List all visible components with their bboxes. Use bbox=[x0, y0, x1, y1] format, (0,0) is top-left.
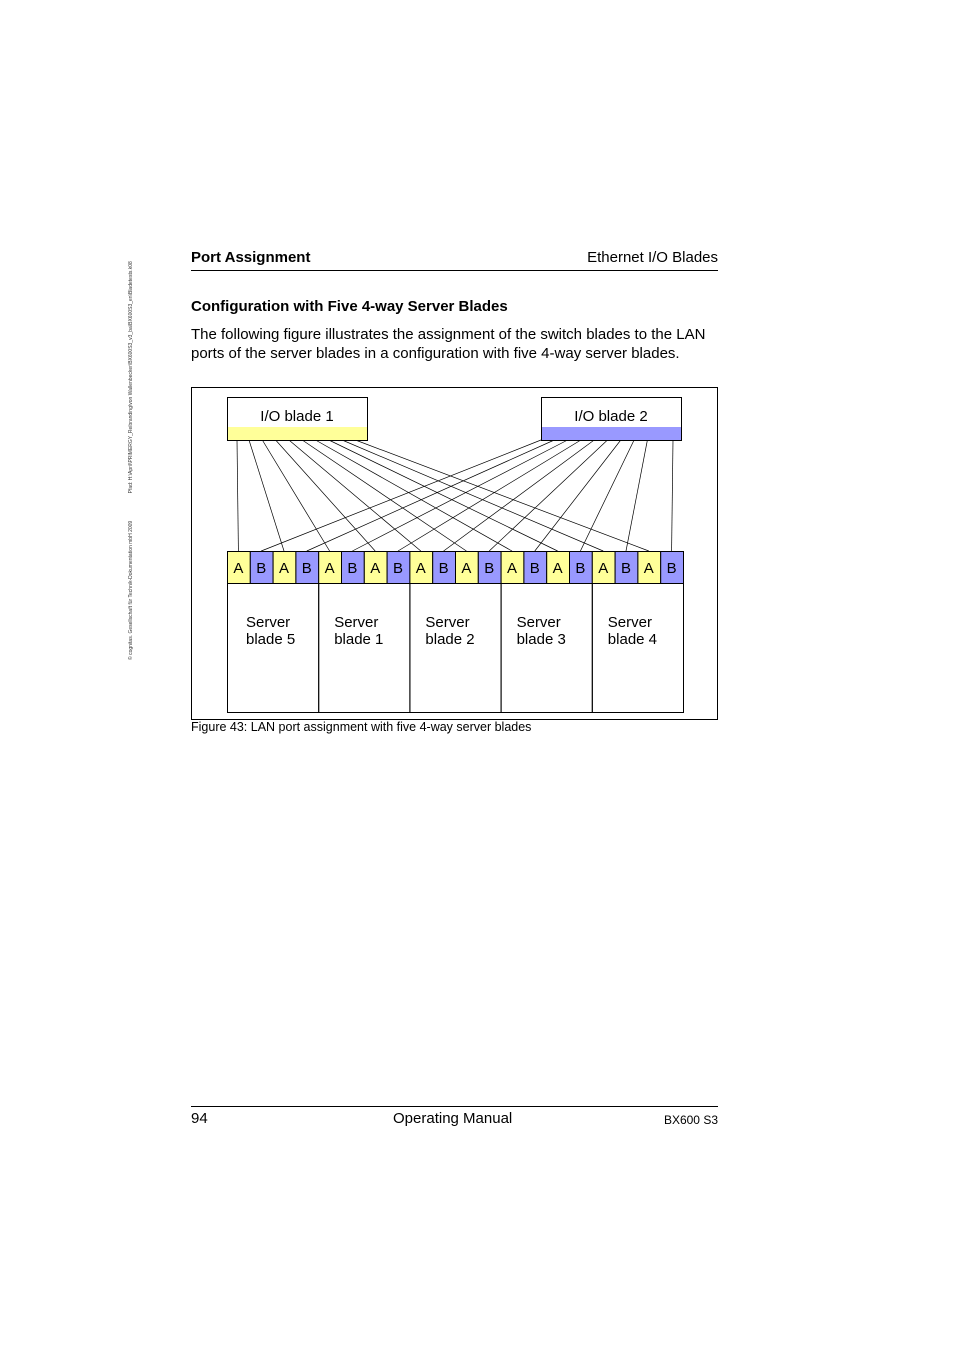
port-label: B bbox=[484, 560, 495, 577]
server-blade-label-line1: Server bbox=[607, 614, 652, 631]
port-label: B bbox=[256, 560, 267, 577]
port-label: A bbox=[461, 560, 472, 577]
product-name: BX600 S3 bbox=[663, 1113, 718, 1127]
link-io1-port-a bbox=[276, 440, 376, 551]
link-io1-port-a bbox=[355, 440, 648, 551]
link-io2-port-b bbox=[444, 440, 595, 551]
connection-lines bbox=[237, 440, 673, 551]
link-io2-port-b bbox=[672, 440, 673, 551]
port-label: B bbox=[438, 560, 449, 577]
io-blade-2-color-bar bbox=[542, 427, 681, 440]
side-note-copyright: © cognitas. Gesellschaft für Technik-Dokumentation mbH 2009 bbox=[128, 520, 134, 660]
link-io2-port-b bbox=[535, 440, 621, 551]
port-assignment-diagram bbox=[191, 387, 718, 720]
link-io1-port-a bbox=[329, 440, 558, 551]
link-io2-port-b bbox=[580, 440, 634, 551]
server-blade-box bbox=[501, 584, 592, 713]
server-blade-label-line2: blade 2 bbox=[425, 631, 475, 648]
server-blade-label-line2: blade 5 bbox=[246, 631, 296, 648]
port-label: B bbox=[575, 560, 586, 577]
header-chapter: Ethernet I/O Blades bbox=[587, 249, 718, 266]
port-label: A bbox=[643, 560, 654, 577]
port-label: B bbox=[392, 560, 404, 577]
link-io2-port-b bbox=[307, 440, 555, 551]
port-label: B bbox=[666, 560, 677, 577]
port-label: A bbox=[324, 560, 335, 577]
side-note-path: Pfad: H:\April\PRIMERGY_Reibranding\von Wallenbecker\BX600S3_v3_ba\BX600S3_en\Bladetests.k08 bbox=[128, 261, 134, 494]
server-blade-box bbox=[319, 584, 410, 713]
server-blade-label-line1: Server bbox=[246, 614, 291, 631]
header-section: Port Assignment bbox=[191, 249, 311, 266]
port-label: A bbox=[415, 560, 426, 577]
port-label: B bbox=[529, 560, 540, 577]
io-blade-2-label: I/O blade 2 bbox=[574, 408, 648, 425]
port-label: B bbox=[301, 560, 312, 577]
port-assignment-figure bbox=[191, 387, 718, 720]
server-blade-box bbox=[592, 584, 683, 713]
manual-title: Operating Manual bbox=[393, 1110, 513, 1127]
server-blade-label-line2: blade 1 bbox=[334, 631, 384, 648]
intro-paragraph: The following figure illustrates the assignment of the switch blades to the LAN ports of the server blades in a configuration with five 4-way server blades. bbox=[191, 326, 706, 362]
link-io1-port-a bbox=[316, 440, 513, 551]
server-blade-box bbox=[228, 584, 319, 713]
link-io1-port-a bbox=[342, 440, 603, 551]
figure-caption: Figure 43: LAN port assignment with five 4-way server blades bbox=[191, 720, 532, 734]
side-note bbox=[128, 235, 134, 660]
section-title: Configuration with Five 4-way Server Blades bbox=[191, 298, 508, 315]
page-footer bbox=[191, 1106, 718, 1133]
port-label: A bbox=[370, 560, 381, 577]
link-io2-port-b bbox=[626, 440, 647, 551]
page-number: 94 bbox=[191, 1110, 208, 1127]
link-io1-port-a bbox=[237, 440, 238, 551]
io-blade-1-label: I/O blade 1 bbox=[260, 408, 334, 425]
port-label: A bbox=[506, 560, 518, 577]
port-label: A bbox=[552, 560, 563, 577]
server-blade-label-line1: Server bbox=[334, 614, 379, 631]
server-blade-label-line2: blade 3 bbox=[516, 631, 566, 648]
port-label: A bbox=[233, 560, 244, 577]
server-blade-label-line1: Server bbox=[425, 614, 470, 631]
link-io1-port-a bbox=[262, 440, 329, 551]
server-blade-label-line1: Server bbox=[516, 614, 561, 631]
link-io2-port-b bbox=[489, 440, 607, 551]
port-label: A bbox=[278, 560, 290, 577]
port-label: B bbox=[620, 560, 632, 577]
port-label: B bbox=[347, 560, 358, 577]
io-blade-1-color-bar bbox=[228, 427, 367, 440]
link-io2-port-b bbox=[398, 440, 581, 551]
link-io1-port-a bbox=[249, 440, 284, 551]
port-label: A bbox=[598, 560, 609, 577]
server-blade-label-line2: blade 4 bbox=[607, 631, 658, 648]
page-header bbox=[191, 248, 718, 271]
server-blade-box bbox=[410, 584, 501, 713]
